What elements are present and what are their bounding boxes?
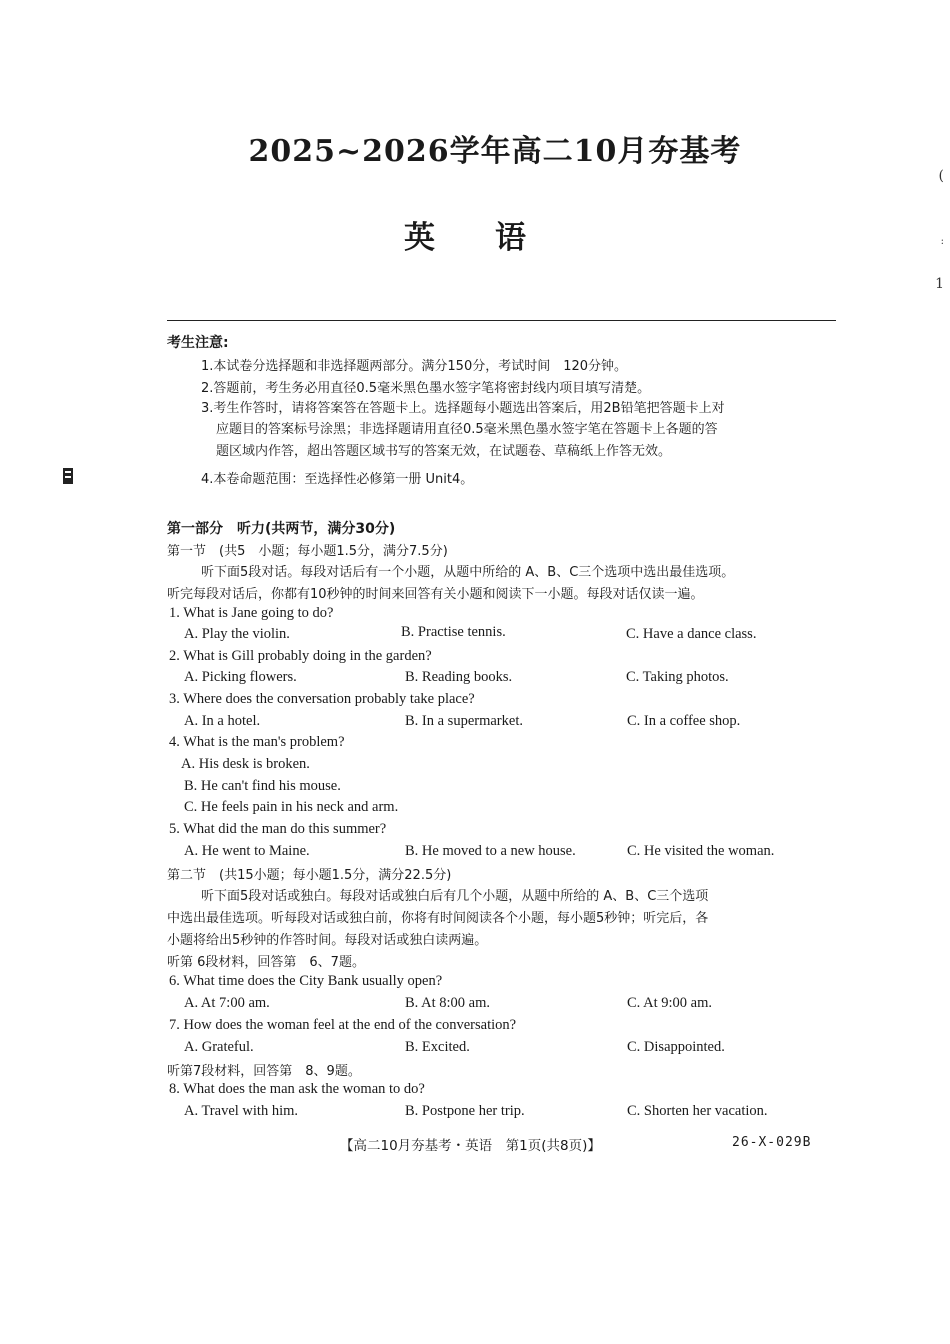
question-1-option-c: C. Have a dance class. bbox=[626, 626, 757, 642]
section2-heading: 第二节 (共15小题；每小题1.5分，满分22.5分) bbox=[167, 868, 452, 883]
section1-heading: 第一节 (共5 小题；每小题1.5分，满分7.5分) bbox=[167, 544, 448, 559]
question-1-option-a: A. Play the violin. bbox=[184, 626, 290, 642]
material-note-7: 听第7段材料，回答第 8、9题。 bbox=[167, 1064, 361, 1079]
exam-code: 26-X-029B bbox=[732, 1135, 812, 1150]
question-4-option-a: A. His desk is broken. bbox=[181, 756, 310, 772]
question-8-option-b: B. Postpone her trip. bbox=[405, 1103, 525, 1119]
question-1-option-b: B. Practise tennis. bbox=[401, 624, 506, 640]
question-7-stem: 7. How does the woman feel at the end of the conversation? bbox=[169, 1017, 517, 1033]
section1-instruction-1: 听下面5段对话。每段对话后有一个小题，从题中所给的 A、B、C三个选项中选出最佳选项。 bbox=[201, 565, 735, 580]
question-3-option-b: B. In a supermarket. bbox=[405, 713, 523, 729]
edge-mark-2: : bbox=[940, 236, 944, 247]
material-note-6: 听第 6段材料，回答第 6、7题。 bbox=[167, 955, 365, 970]
page-footer-label: 【高二10月夯基考・英语 第1页(共8页)】 bbox=[340, 1138, 601, 1154]
question-4-option-c: C. He feels pain in his neck and arm. bbox=[184, 799, 399, 815]
question-8-option-a: A. Travel with him. bbox=[184, 1103, 298, 1119]
notice-item-3: 3.考生作答时，请将答案答在答题卡上。选择题每小题选出答案后，用2B铅笔把答题卡上对 bbox=[201, 401, 725, 416]
question-2-option-a: A. Picking flowers. bbox=[184, 669, 297, 685]
binding-margin-mark bbox=[62, 466, 74, 486]
question-4-option-b: B. He can't find his mouse. bbox=[184, 778, 341, 794]
question-1-stem: 1. What is Jane going to do? bbox=[169, 605, 334, 621]
question-6-stem: 6. What time does the City Bank usually open? bbox=[169, 973, 443, 989]
part1-heading: 第一部分 听力(共两节，满分30分) bbox=[167, 521, 396, 537]
question-6-option-c: C. At 9:00 am. bbox=[627, 995, 712, 1011]
notice-item-2: 2.答题前，考生务必用直径0.5毫米黑色墨水签字笔将密封线内项目填写清楚。 bbox=[201, 381, 651, 396]
question-5-option-a: A. He went to Maine. bbox=[184, 843, 310, 859]
notice-heading: 考生注意: bbox=[167, 335, 229, 351]
notice-item-1: 1.本试卷分选择题和非选择题两部分。满分150分，考试时间 120分钟。 bbox=[201, 359, 628, 374]
notice-item-3-cont-2: 题区域内作答，超出答题区域书写的答案无效，在试题卷、草稿纸上作答无效。 bbox=[216, 444, 672, 459]
exam-title: 2025~2026学年高二10月夯基考 bbox=[248, 134, 742, 169]
edge-mark-1: ( bbox=[938, 168, 944, 184]
question-3-option-c: C. In a coffee shop. bbox=[627, 713, 741, 729]
question-7-option-a: A. Grateful. bbox=[184, 1039, 254, 1055]
question-7-option-b: B. Excited. bbox=[405, 1039, 470, 1055]
question-5-stem: 5. What did the man do this summer? bbox=[169, 821, 387, 837]
section2-instruction-3: 小题将给出5秒钟的作答时间。每段对话或独白读两遍。 bbox=[167, 933, 488, 948]
question-2-option-b: B. Reading books. bbox=[405, 669, 513, 685]
section2-instruction-2: 中选出最佳选项。听每段对话或独白前，你将有时间阅读各个小题，每小题5秒钟；听完后，各 bbox=[167, 911, 709, 926]
question-8-option-c: C. Shorten her vacation. bbox=[627, 1103, 768, 1119]
subject-title: 英语 bbox=[404, 220, 586, 256]
question-5-option-b: B. He moved to a new house. bbox=[405, 843, 576, 859]
question-4-stem: 4. What is the man's problem? bbox=[169, 734, 345, 750]
question-8-stem: 8. What does the man ask the woman to do? bbox=[169, 1081, 425, 1097]
question-6-option-b: B. At 8:00 am. bbox=[405, 995, 490, 1011]
notice-item-3-cont-1: 应题目的答案标号涂黑；非选择题请用直径0.5毫米黑色墨水签字笔在答题卡上各题的答 bbox=[216, 422, 718, 437]
question-3-option-a: A. In a hotel. bbox=[184, 713, 261, 729]
header-divider bbox=[167, 320, 836, 321]
question-5-option-c: C. He visited the woman. bbox=[627, 843, 775, 859]
question-6-option-a: A. At 7:00 am. bbox=[184, 995, 270, 1011]
section2-instruction-1: 听下面5段对话或独白。每段对话或独白后有几个小题，从题中所给的 A、B、C三个选项 bbox=[201, 889, 709, 904]
question-2-stem: 2. What is Gill probably doing in the garden? bbox=[169, 648, 432, 664]
question-3-stem: 3. Where does the conversation probably take place? bbox=[169, 691, 475, 707]
question-2-option-c: C. Taking photos. bbox=[626, 669, 729, 685]
section1-instruction-2: 听完每段对话后，你都有10秒钟的时间来回答有关小题和阅读下一小题。每段对话仅读一遍。 bbox=[167, 587, 704, 602]
edge-mark-3: 1 bbox=[935, 276, 944, 292]
notice-item-4: 4.本卷命题范围：至选择性必修第一册 Unit4。 bbox=[201, 472, 474, 487]
question-7-option-c: C. Disappointed. bbox=[627, 1039, 725, 1055]
